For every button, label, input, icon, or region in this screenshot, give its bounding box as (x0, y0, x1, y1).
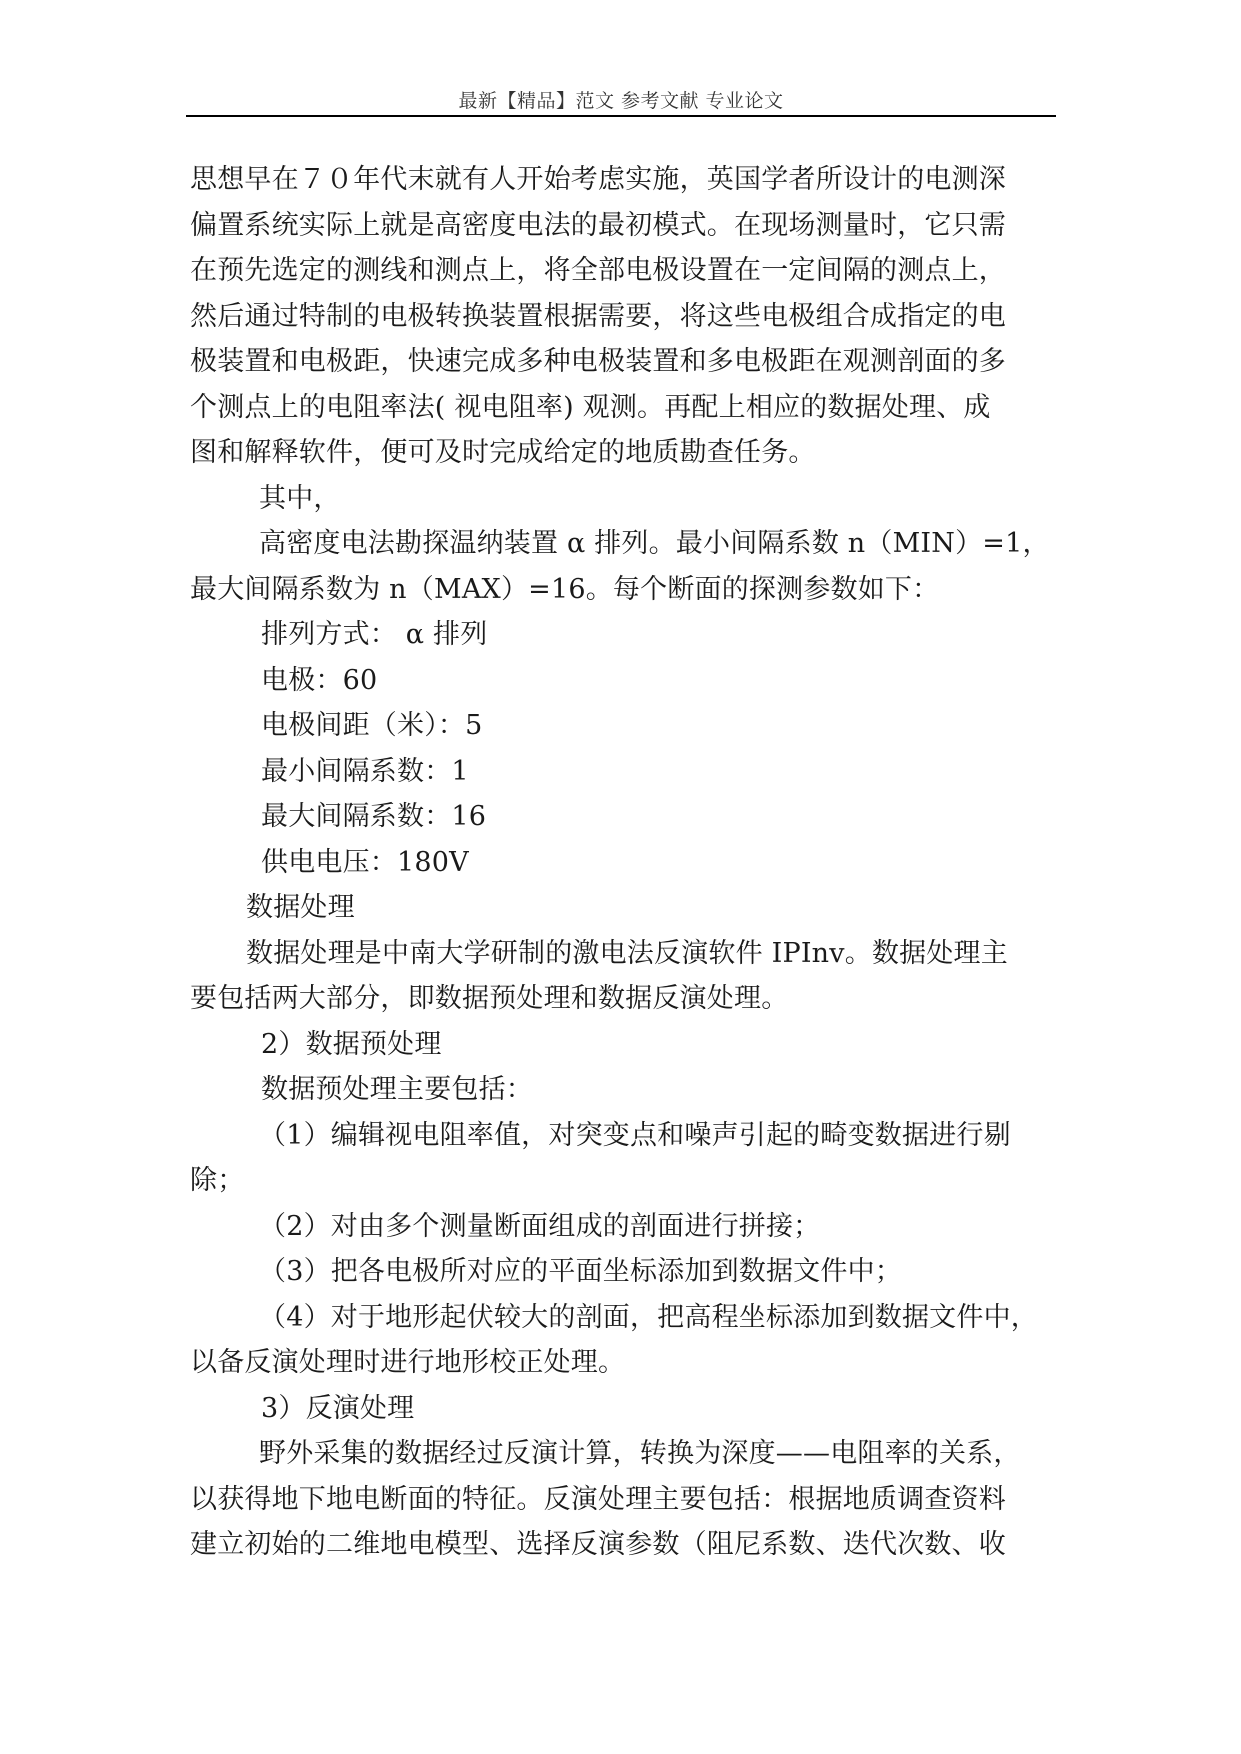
body-text-line: 建立初始的二维地电模型、选择反演参数（阻尼系数、迭代次数、收 (190, 1529, 1006, 1560)
body-text-line: 最大间隔系数：16 (261, 801, 487, 832)
body-text-line: （4）对于地形起伏较大的剖面，把高程坐标添加到数据文件中， (259, 1301, 1038, 1333)
body-text-line: 3）反演处理 (261, 1392, 415, 1424)
body-text-line: 偏置系统实际上就是高密度电法的最初模式。在现场测量时，它只需 (190, 209, 1006, 241)
body-text-line: 最大间隔系数为 n（MAX）=16。每个断面的探测参数如下： (190, 573, 940, 605)
body-text-line: 以获得地下地电断面的特征。反演处理主要包括：根据地质调查资料 (190, 1483, 1006, 1515)
body-text-line: 思想早在７０年代末就有人开始考虑实施，英国学者所设计的电测深 (190, 164, 1006, 195)
body-text-line: 极装置和电极距，快速完成多种电极装置和多电极距在观测剖面的多 (190, 346, 1006, 377)
body-text-line: 高密度电法勘探温纳装置 α 排列。最小间隔系数 n（MIN）=1， (259, 528, 1050, 559)
body-text-line: 电极间距（米）：5 (261, 710, 483, 741)
body-text-line: （1）编辑视电阻率值，对突变点和噪声引起的畸变数据进行剔 (259, 1119, 1011, 1151)
body-text-line: 数据处理是中南大学研制的激电法反演软件 IPInv。数据处理主 (246, 937, 1008, 969)
body-text-line: 最小间隔系数：1 (261, 755, 469, 787)
body-text-line: 然后通过特制的电极转换装置根据需要，将这些电极组合成指定的电 (190, 300, 1006, 332)
page-header: 最新【精品】范文 参考文献 专业论文 (458, 90, 784, 112)
body-text-line: 供电电压：180V (261, 846, 469, 878)
body-text-line: 要包括两大部分，即数据预处理和数据反演处理。 (190, 983, 789, 1014)
body-text-line: 图和解释软件，便可及时完成给定的地质勘查任务。 (190, 437, 816, 468)
body-text-line: 2）数据预处理 (261, 1028, 442, 1060)
body-text-line: 以备反演处理时进行地形校正处理。 (190, 1347, 626, 1378)
body-text-line: 电极：60 (261, 664, 378, 696)
body-text-line: 其中， (259, 482, 341, 514)
body-text-line: 野外采集的数据经过反演计算，转换为深度——电阻率的关系， (259, 1438, 1021, 1469)
document-body (190, 157, 1060, 1568)
body-text-line: 除； (190, 1165, 245, 1196)
body-text-line: 个测点上的电阻率法( 视电阻率) 观测。再配上相应的数据处理、成 (190, 391, 991, 423)
body-text-line: （3）把各电极所对应的平面坐标添加到数据文件中； (259, 1256, 902, 1287)
body-text-line: （2）对由多个测量断面组成的剖面进行拼接； (259, 1210, 821, 1242)
body-text-line: 在预先选定的测线和测点上，将全部电极设置在一定间隔的测点上， (190, 255, 1006, 286)
body-text-line: 数据处理 (246, 892, 355, 923)
body-text-line: 排列方式： α 排列 (261, 619, 488, 650)
header-divider (186, 115, 1056, 117)
body-text-line: 数据预处理主要包括： (261, 1074, 533, 1105)
